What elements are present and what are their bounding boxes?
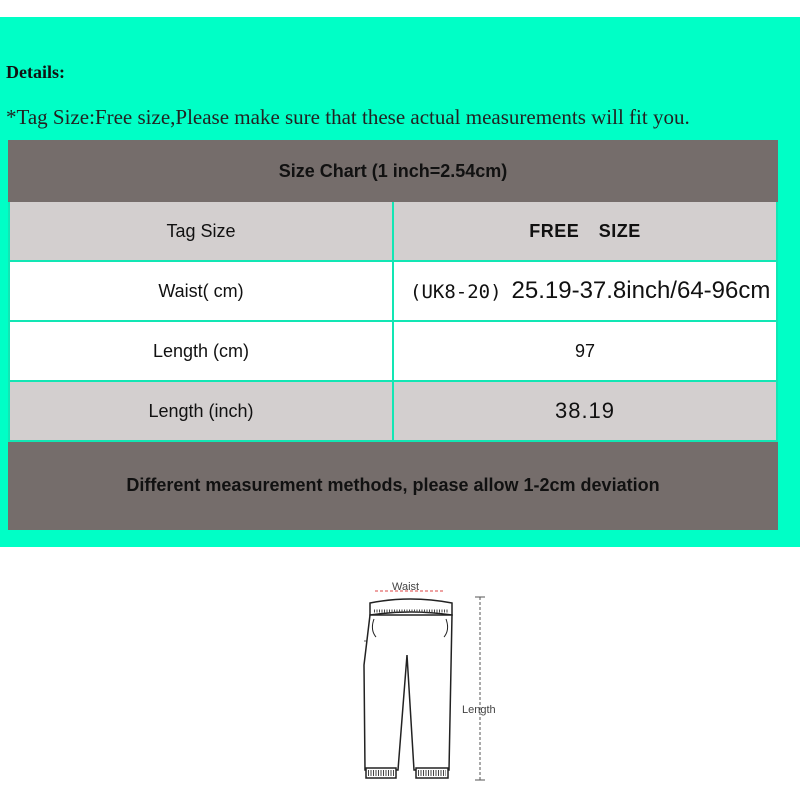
tag-size-note: *Tag Size:Free size,Please make sure that these actual measurements will fit you.: [6, 105, 690, 129]
size-chart-footer-row: [9, 441, 777, 529]
row-label: Waist( cm): [9, 261, 393, 321]
table-row: [9, 201, 777, 261]
length-label: Length: [462, 704, 496, 716]
table-row: [9, 381, 777, 441]
size-chart-header-row: [9, 141, 777, 201]
row-label: Tag Size: [9, 201, 393, 261]
row-label: Length (inch): [9, 381, 393, 441]
waist-label: Waist: [392, 581, 420, 593]
table-row: [9, 321, 777, 381]
waist-value-cell: [393, 261, 777, 321]
deviation-note: Different measurement methods, please allow 1-2cm deviation: [9, 441, 777, 529]
tag-size-value: FREE SIZE: [393, 201, 777, 261]
table-row: [9, 261, 777, 321]
row-label: Length (cm): [9, 321, 393, 381]
pants-icon: [340, 575, 520, 790]
length-inch-value: 38.19: [393, 381, 777, 441]
pants-measurement-diagram: [340, 575, 520, 790]
waist-uk-size: (UK8-20): [410, 281, 502, 303]
size-chart-table: [8, 140, 778, 530]
details-title: Details:: [6, 62, 65, 82]
length-cm-value: 97: [393, 321, 777, 381]
waist-value: 25.19-37.8inch/64-96cm: [511, 277, 771, 304]
size-chart-title: Size Chart (1 inch=2.54cm): [9, 141, 777, 201]
